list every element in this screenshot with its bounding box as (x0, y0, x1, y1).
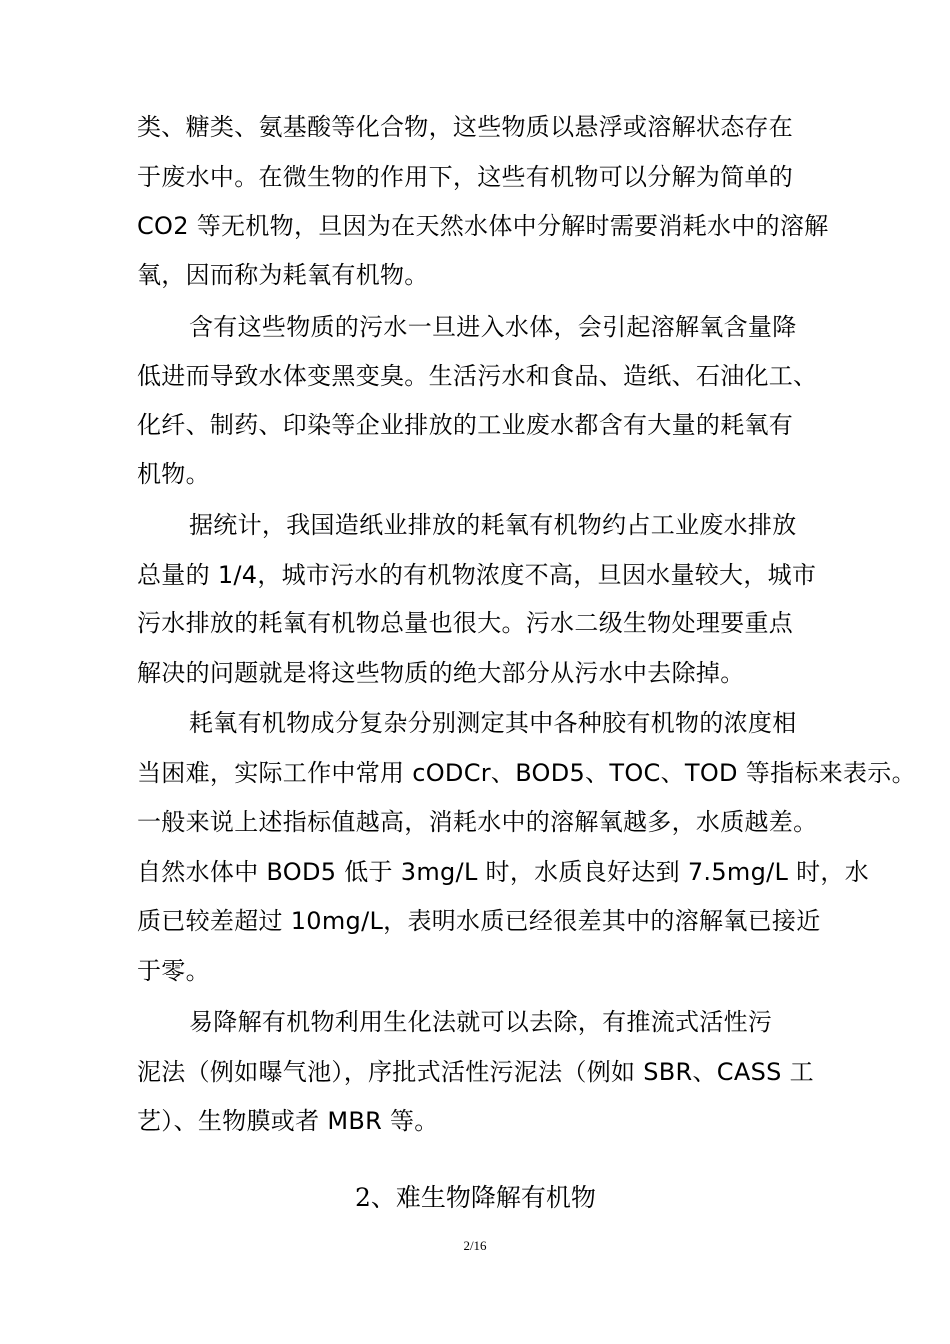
text-line: 类、糖类、氨基酸等化合物，这些物质以悬浮或溶解状态存在 (137, 113, 794, 141)
text-line: 化纤、制药、印染等企业排放的工业废水都含有大量的耗氧有 (137, 411, 794, 439)
text-line: 一般来说上述指标值越高，消耗水中的溶解氧越多，水质越差。 (137, 808, 818, 836)
text-line: 氧，因而称为耗氧有机物。 (137, 261, 429, 289)
text-line: 艺）、生物膜或者 MBR 等。 (137, 1107, 439, 1135)
section-heading: 2、难生物降解有机物 (355, 1183, 596, 1212)
text-line: 自然水体中 BOD5 低于 3mg/L 时，水质良好达到 7.5mg/L 时，水 (137, 858, 870, 886)
paragraph-first-line: 耗氧有机物成分复杂分别测定其中各种胶有机物的浓度相 (189, 709, 797, 737)
text-line: CO2 等无机物，旦因为在天然水体中分解时需要消耗水中的溶解 (137, 212, 829, 240)
paragraph-first-line: 据统计，我国造纸业排放的耗氧有机物约占工业废水排放 (189, 511, 797, 539)
text-line: 质已较差超过 10mg/L，表明水质已经很差其中的溶解氧已接近 (137, 907, 821, 935)
text-line: 解决的问题就是将这些物质的绝大部分从污水中去除掉。 (137, 659, 745, 687)
text-line: 低进而导致水体变黑变臭。生活污水和食品、造纸、石油化工、 (137, 362, 818, 390)
text-line: 机物。 (137, 460, 210, 488)
text-line: 当困难，实际工作中常用 cODCr、BOD5、TOC、TOD 等指标来表示。 (137, 759, 916, 787)
text-line: 总量的 1/4，城市污水的有机物浓度不高，旦因水量较大，城市 (137, 561, 817, 589)
text-line: 污水排放的耗氧有机物总量也很大。污水二级生物处理要重点 (137, 609, 794, 637)
paragraph-first-line: 易降解有机物利用生化法就可以去除，有推流式活性污 (189, 1008, 773, 1036)
page-number: 2/16 (463, 1238, 487, 1253)
text-line: 泥法（例如曝气池），序批式活性污泥法（例如 SBR、CASS 工 (137, 1058, 814, 1086)
text-line: 于零。 (137, 957, 210, 985)
paragraph-first-line: 含有这些物质的污水一旦进入水体，会引起溶解氧含量降 (189, 313, 797, 341)
text-line: 于废水中。在微生物的作用下，这些有机物可以分解为简单的 (137, 163, 794, 191)
